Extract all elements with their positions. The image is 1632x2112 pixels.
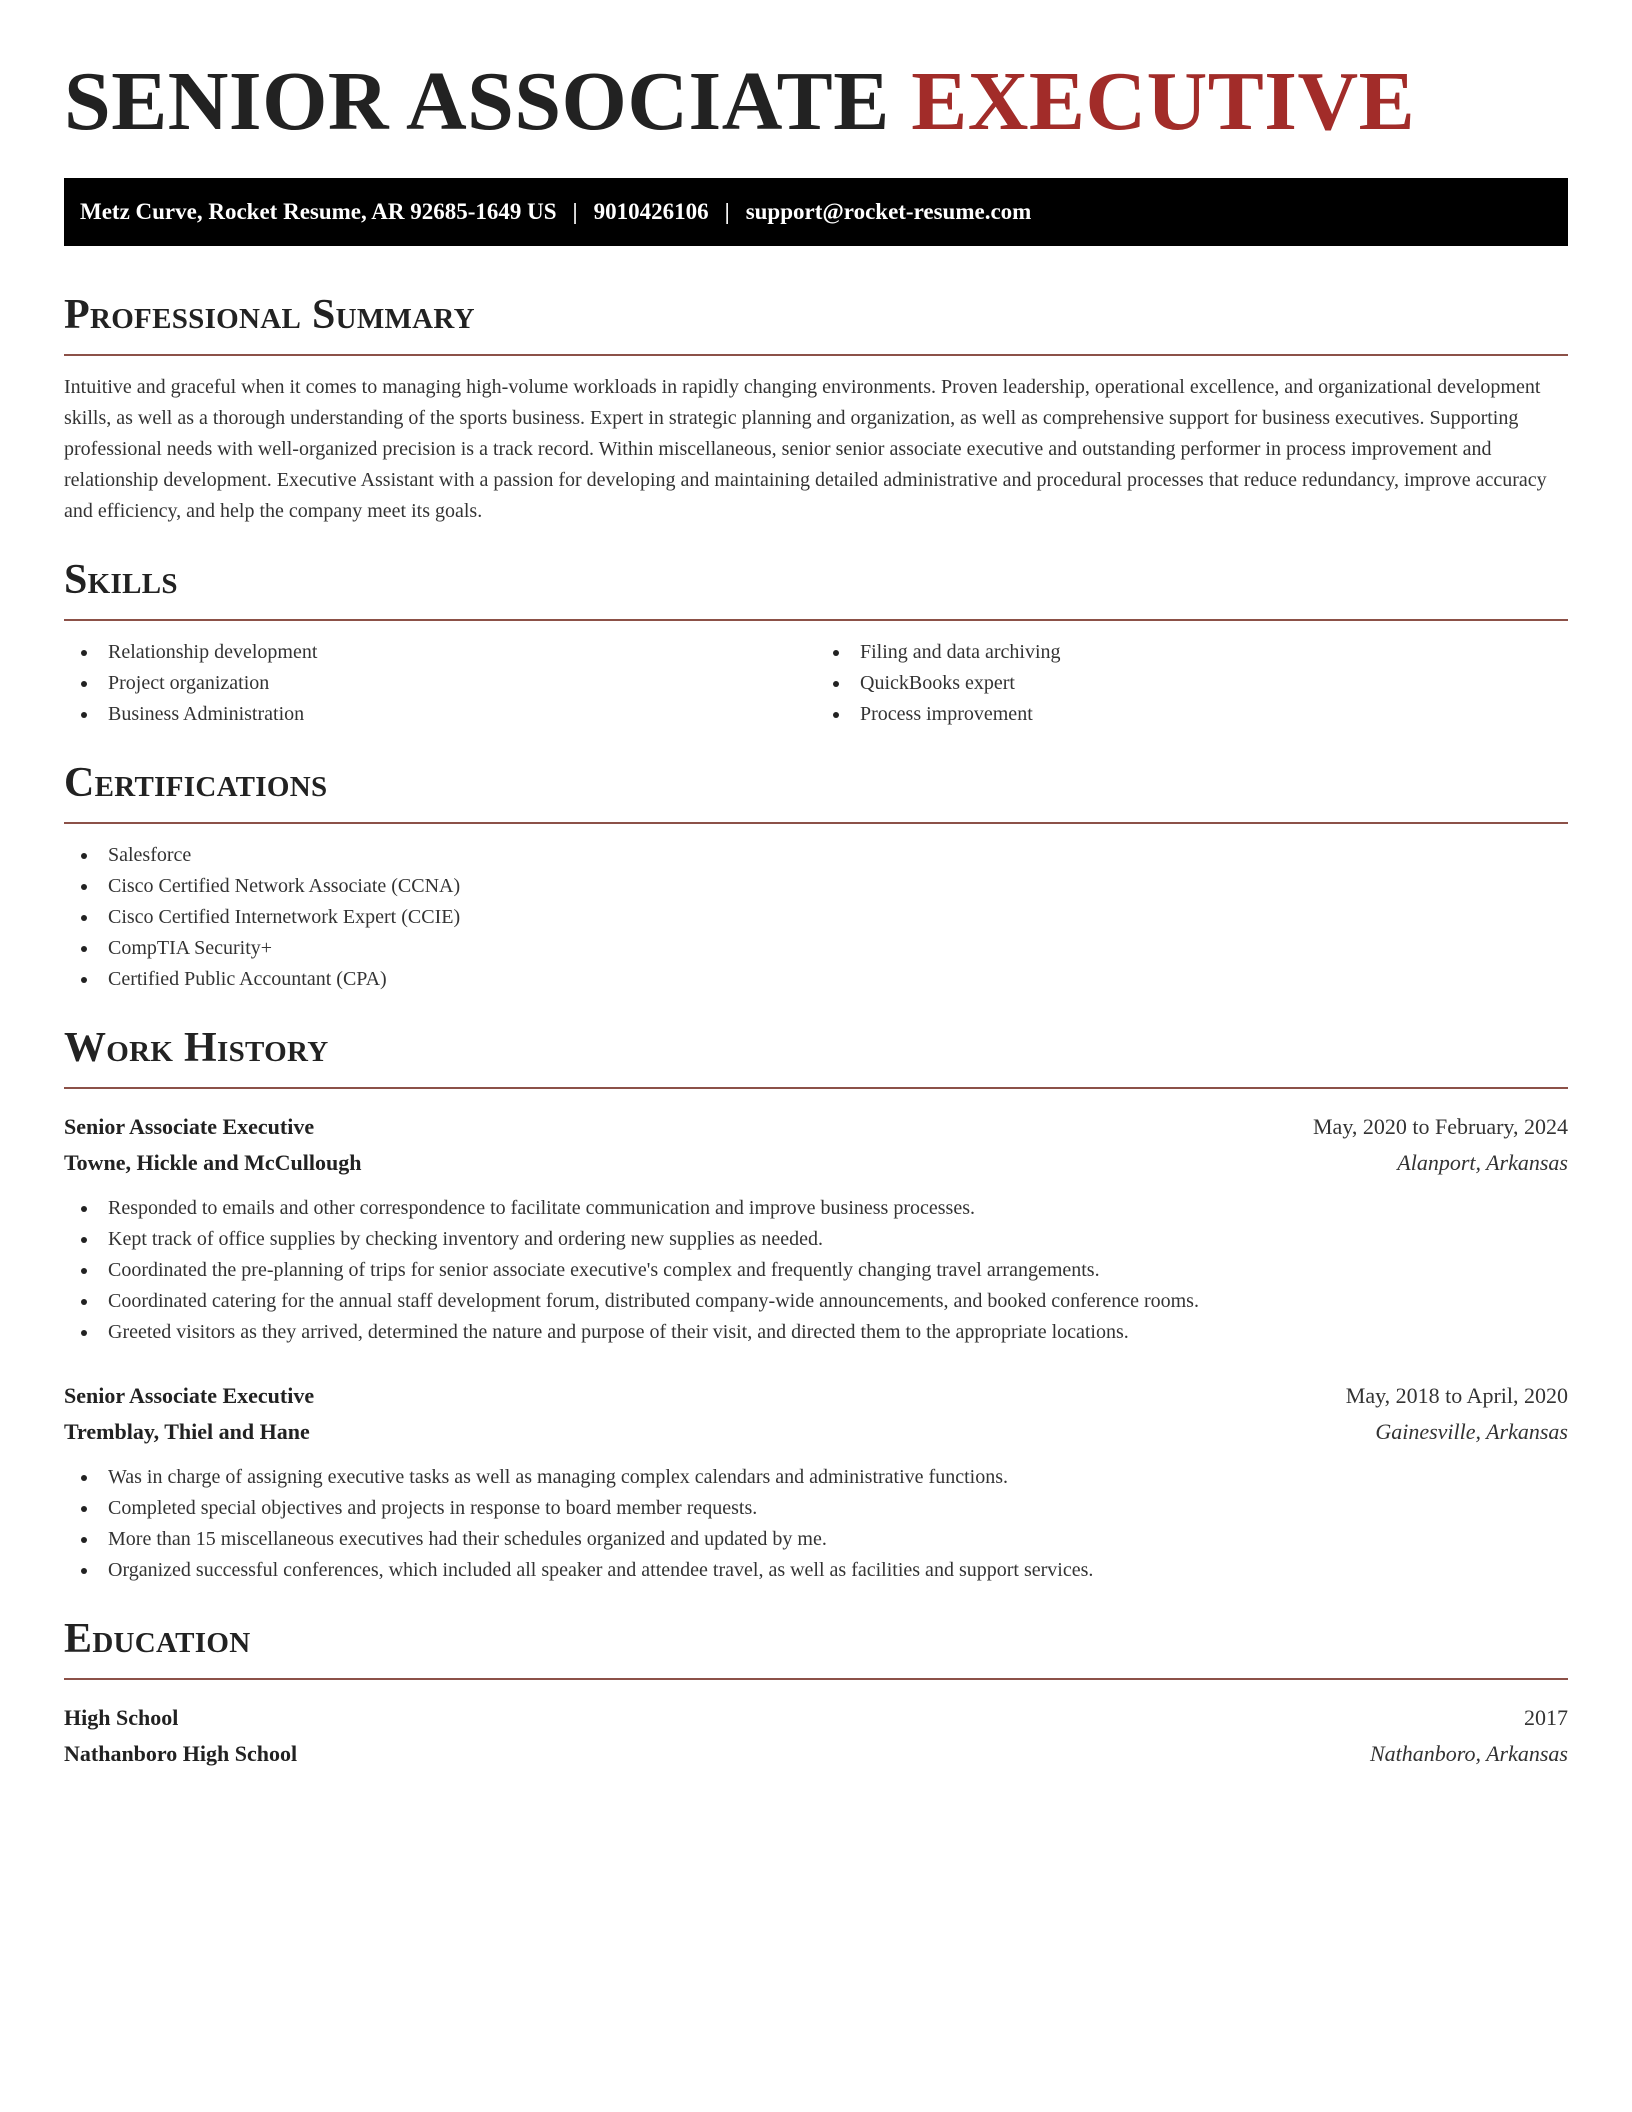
- job-company-row: [64, 1414, 1568, 1450]
- job-company: Towne, Hickle and McCullough: [64, 1150, 362, 1175]
- contact-address: Metz Curve, Rocket Resume, AR 92685-1649 US: [80, 199, 557, 224]
- education-section: [64, 1614, 1568, 1772]
- certifications-list: [64, 840, 1568, 995]
- contact-separator: |: [724, 199, 730, 224]
- job-company-row: [64, 1145, 1568, 1181]
- resume-name: [64, 56, 1568, 148]
- job-header-row: [64, 1109, 1568, 1145]
- education-location: Nathanboro, Arkansas: [1369, 1741, 1568, 1766]
- contact-email: support@rocket-resume.com: [745, 199, 1032, 224]
- job-dates: May, 2020 to February, 2024: [1313, 1114, 1568, 1139]
- job-duty: Coordinated catering for the annual staff development forum, distributed company-wide announcements, and booked conference rooms.: [64, 1286, 1568, 1317]
- section-divider: [64, 822, 1568, 824]
- certification-item: Salesforce: [64, 840, 1568, 871]
- work-history-heading: Work History: [64, 1025, 329, 1071]
- education-year: 2017: [1524, 1705, 1568, 1730]
- work-history-section: [64, 1023, 1568, 1586]
- section-divider: [64, 619, 1568, 621]
- certification-item: CompTIA Security+: [64, 933, 1568, 964]
- education-entry: [64, 1700, 1568, 1772]
- job-duty: More than 15 miscellaneous executives had their schedules organized and updated by me.: [64, 1524, 1568, 1555]
- certification-item: Certified Public Accountant (CPA): [64, 964, 1568, 995]
- certification-item: Cisco Certified Internetwork Expert (CCIE): [64, 902, 1568, 933]
- skill-item: Business Administration: [64, 699, 816, 730]
- job-duty: Was in charge of assigning executive tasks as well as managing complex calendars and administrative functions.: [64, 1462, 1568, 1493]
- job-duty: Greeted visitors as they arrived, determined the nature and purpose of their visit, and directed them to the appropriate locations.: [64, 1317, 1568, 1348]
- education-school: Nathanboro High School: [64, 1741, 298, 1766]
- contact-phone: 9010426106: [593, 199, 709, 224]
- skills-column-right: [816, 637, 1568, 730]
- summary-heading: Professional Summary: [64, 292, 475, 338]
- job-location: Gainesville, Arkansas: [1375, 1419, 1568, 1444]
- education-degree: High School: [64, 1705, 179, 1730]
- job-header-row: [64, 1378, 1568, 1414]
- skill-item: Project organization: [64, 668, 816, 699]
- job-duties-list: [64, 1462, 1568, 1586]
- job-duties-list: [64, 1193, 1568, 1348]
- skills-column-left: [64, 637, 816, 730]
- job-duty: Responded to emails and other correspondence to facilitate communication and improve business processes.: [64, 1193, 1568, 1224]
- job-dates: May, 2018 to April, 2020: [1345, 1383, 1568, 1408]
- skill-item: QuickBooks expert: [816, 668, 1568, 699]
- certifications-heading: Certifications: [64, 760, 328, 806]
- job-title: Senior Associate Executive: [64, 1383, 315, 1408]
- skills-grid: [64, 637, 1568, 730]
- job-duty: Completed special objectives and projects in response to board member requests.: [64, 1493, 1568, 1524]
- job-entry: [64, 1109, 1568, 1348]
- job-title: Senior Associate Executive: [64, 1114, 315, 1139]
- skills-heading: Skills: [64, 557, 178, 603]
- section-divider: [64, 354, 1568, 356]
- job-duty: Organized successful conferences, which included all speaker and attendee travel, as well as facilities and support services.: [64, 1555, 1568, 1586]
- job-company: Tremblay, Thiel and Hane: [64, 1419, 310, 1444]
- certifications-section: [64, 758, 1568, 995]
- skills-section: [64, 555, 1568, 730]
- contact-separator: |: [572, 199, 578, 224]
- name-accent: EXECUTIVE: [911, 55, 1416, 148]
- skill-item: Process improvement: [816, 699, 1568, 730]
- education-degree-row: [64, 1700, 1568, 1736]
- contact-bar: [64, 178, 1568, 246]
- section-divider: [64, 1087, 1568, 1089]
- job-entry: [64, 1378, 1568, 1586]
- section-divider: [64, 1678, 1568, 1680]
- name-primary: SENIOR ASSOCIATE: [64, 55, 890, 148]
- education-school-row: [64, 1736, 1568, 1772]
- summary-text: Intuitive and graceful when it comes to managing high-volume workloads in rapidly changing environments. Proven leadership, operational excellence, and organizational development skills, as well as a thorough understanding of the sports business. Expert in strategic planning and organization, as well as comprehensive support for business executives. Supporting professional needs with well-organized precision is a track record. Within miscellaneous, senior senior associate executive and outstanding performer in process improvement and relationship development. Executive Assistant with a passion for developing and maintaining detailed administrative and procedural processes that reduce redundancy, improve accuracy and efficiency, and help the company meet its goals.: [64, 376, 1547, 522]
- skill-item: Filing and data archiving: [816, 637, 1568, 668]
- education-heading: Education: [64, 1616, 251, 1662]
- summary-section: [64, 290, 1568, 527]
- job-location: Alanport, Arkansas: [1397, 1150, 1568, 1175]
- job-duty: Kept track of office supplies by checking inventory and ordering new supplies as needed.: [64, 1224, 1568, 1255]
- job-duty: Coordinated the pre-planning of trips for senior associate executive's complex and frequently changing travel arrangements.: [64, 1255, 1568, 1286]
- certification-item: Cisco Certified Network Associate (CCNA): [64, 871, 1568, 902]
- skill-item: Relationship development: [64, 637, 816, 668]
